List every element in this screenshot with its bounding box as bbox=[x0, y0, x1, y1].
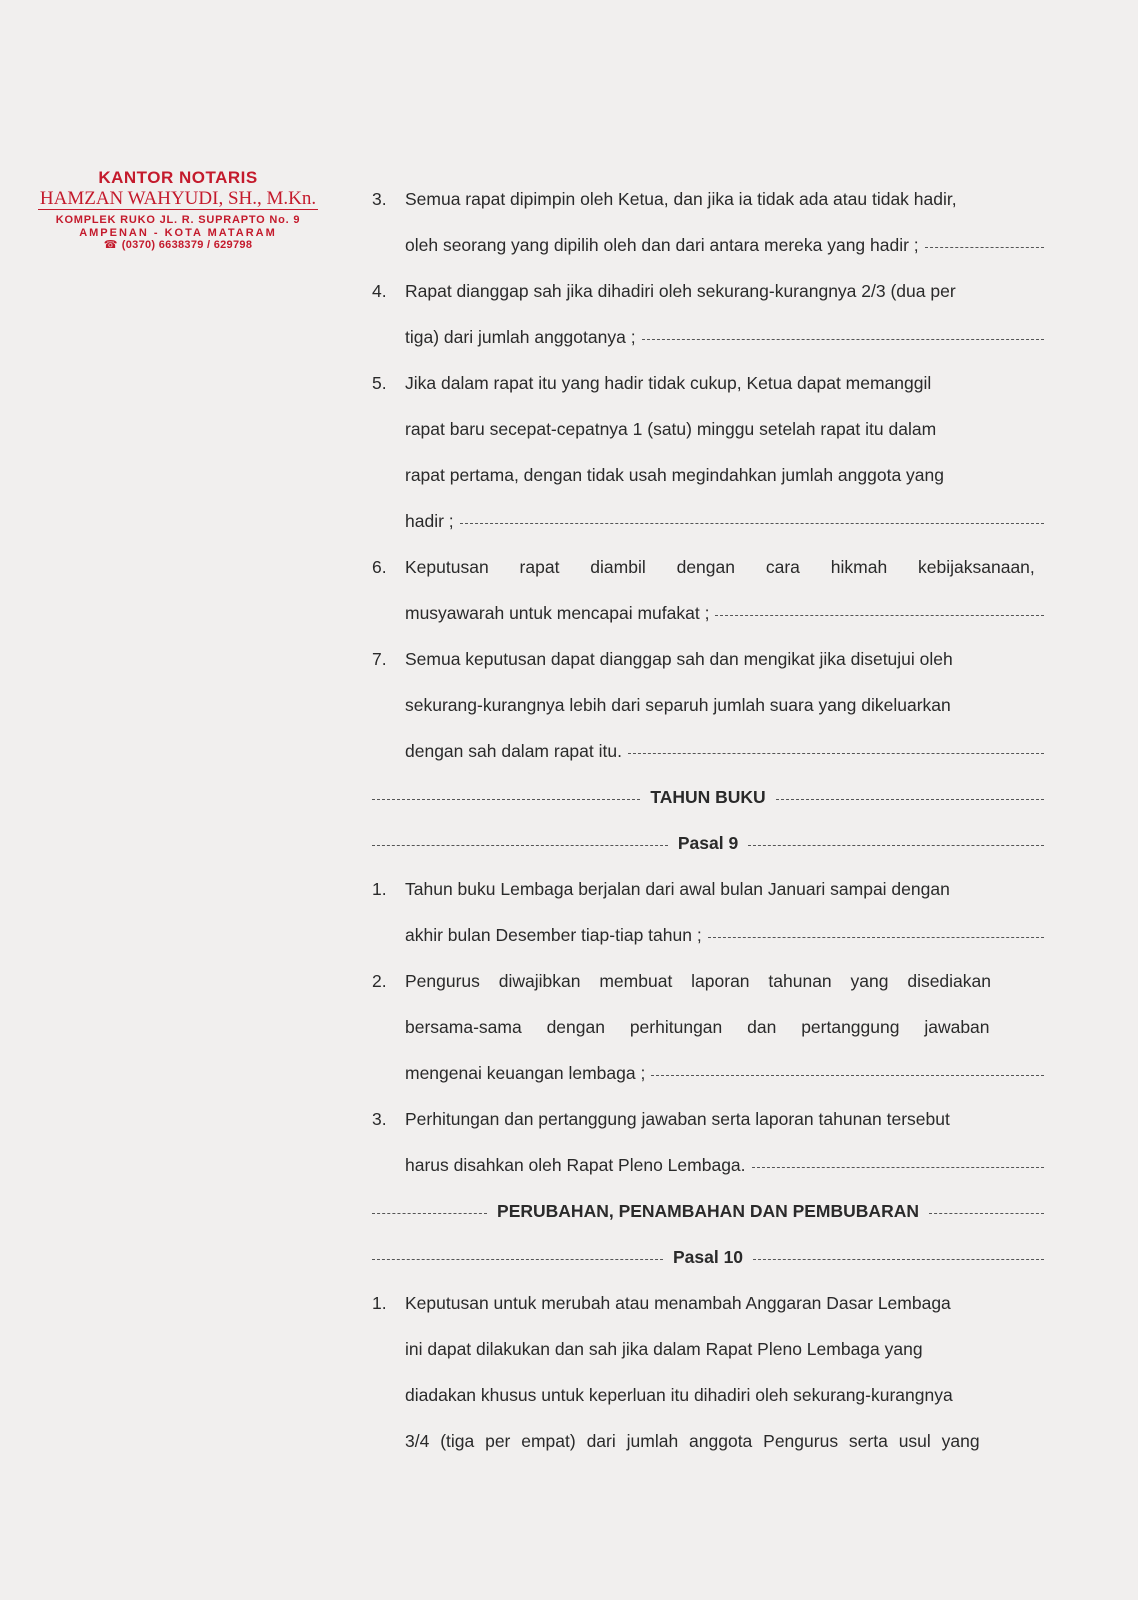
list-item bbox=[372, 1096, 1044, 1188]
article-heading-pasal-9 bbox=[372, 820, 1044, 866]
list-item bbox=[372, 636, 1044, 774]
dash-leader bbox=[715, 615, 1044, 616]
text-line: Tahun buku Lembaga berjalan dari awal bulan Januari sampai dengan bbox=[405, 879, 950, 899]
notary-stamp bbox=[30, 168, 326, 252]
stamp-city: AMPENAN - KOTA MATARAM bbox=[79, 227, 277, 239]
item-number: 1. bbox=[372, 879, 387, 899]
dash-leader bbox=[628, 753, 1044, 754]
list-item bbox=[372, 176, 1044, 268]
stamp-address: KOMPLEK RUKO JL. R. SUPRAPTO No. 9 bbox=[55, 214, 301, 226]
dash-leader bbox=[776, 799, 1044, 800]
dash-leader bbox=[642, 339, 1044, 340]
text-line: hadir ; bbox=[405, 511, 454, 531]
text-line: 3/4 (tiga per empat) dari jumlah anggota Pengurus serta usul yang bbox=[405, 1431, 980, 1451]
item-number: 7. bbox=[372, 649, 387, 669]
dash-leader bbox=[372, 1213, 487, 1214]
text-line: Pengurus diwajibkan membuat laporan tahunan yang disediakan bbox=[405, 971, 992, 991]
dash-leader bbox=[925, 247, 1044, 248]
stamp-phone: (0370) 6638379 / 629798 bbox=[121, 239, 253, 251]
text-line: musyawarah untuk mencapai mufakat ; bbox=[405, 603, 710, 623]
text-line: sekurang-kurangnya lebih dari separuh jumlah suara yang dikeluarkan bbox=[405, 695, 951, 715]
text-line: dengan sah dalam rapat itu. bbox=[405, 741, 622, 761]
text-line: akhir bulan Desember tiap-tiap tahun ; bbox=[405, 925, 702, 945]
list-item bbox=[372, 866, 1044, 958]
dash-leader bbox=[460, 523, 1044, 524]
item-number: 5. bbox=[372, 373, 387, 393]
list-item bbox=[372, 1280, 1044, 1464]
text-line: ini dapat dilakukan dan sah jika dalam Rapat Pleno Lembaga yang bbox=[405, 1339, 923, 1359]
text-line: tiga) dari jumlah anggotanya ; bbox=[405, 327, 636, 347]
dash-leader bbox=[372, 845, 668, 846]
text-line: Semua keputusan dapat dianggap sah dan mengikat jika disetujui oleh bbox=[405, 649, 953, 669]
text-line: Jika dalam rapat itu yang hadir tidak cukup, Ketua dapat memanggil bbox=[405, 373, 932, 393]
article-heading-pasal-10 bbox=[372, 1234, 1044, 1280]
list-item bbox=[372, 544, 1044, 636]
heading-text: Pasal 9 bbox=[677, 832, 739, 853]
heading-text: Pasal 10 bbox=[672, 1246, 744, 1267]
text-line: rapat baru secepat-cepatnya 1 (satu) minggu setelah rapat itu dalam bbox=[405, 419, 937, 439]
item-number: 2. bbox=[372, 971, 387, 991]
text-line: Keputusan rapat diambil dengan cara hikmah kebijaksanaan, bbox=[405, 557, 1035, 577]
item-number: 4. bbox=[372, 281, 387, 301]
heading-text: TAHUN BUKU bbox=[650, 786, 766, 807]
section-heading-tahun-buku bbox=[372, 774, 1044, 820]
text-line: Semua rapat dipimpin oleh Ketua, dan jika ia tidak ada atau tidak hadir, bbox=[405, 189, 957, 209]
document-body bbox=[372, 176, 1044, 1464]
section-heading-perubahan bbox=[372, 1188, 1044, 1234]
list-item bbox=[372, 268, 1044, 360]
item-number: 6. bbox=[372, 557, 387, 577]
list-item bbox=[372, 360, 1044, 544]
text-line: oleh seorang yang dipilih oleh dan dari antara mereka yang hadir ; bbox=[405, 235, 919, 255]
dash-leader bbox=[372, 1259, 663, 1260]
text-line: Rapat dianggap sah jika dihadiri oleh sekurang-kurangnya 2/3 (dua per bbox=[405, 281, 956, 301]
text-line: mengenai keuangan lembaga ; bbox=[405, 1063, 646, 1083]
item-number: 3. bbox=[372, 1109, 387, 1129]
stamp-notary-name: HAMZAN WAHYUDI, SH., M.Kn. bbox=[39, 188, 317, 209]
dash-leader bbox=[748, 845, 1044, 846]
list-item bbox=[372, 958, 1044, 1096]
text-line: rapat pertama, dengan tidak usah megindahkan jumlah anggota yang bbox=[405, 465, 944, 485]
text-line: diadakan khusus untuk keperluan itu dihadiri oleh sekurang-kurangnya bbox=[405, 1385, 953, 1405]
dash-leader bbox=[752, 1167, 1044, 1168]
stamp-office-title: KANTOR NOTARIS bbox=[98, 168, 258, 187]
dash-leader bbox=[708, 937, 1044, 938]
item-number: 1. bbox=[372, 1293, 387, 1313]
text-line: bersama-sama dengan perhitungan dan pertanggung jawaban bbox=[405, 1017, 990, 1037]
heading-text: PERUBAHAN, PENAMBAHAN DAN PEMBUBARAN bbox=[497, 1200, 919, 1221]
stamp-phone-row bbox=[30, 239, 326, 252]
dash-leader bbox=[753, 1259, 1044, 1260]
item-number: 3. bbox=[372, 189, 387, 209]
text-line: harus disahkan oleh Rapat Pleno Lembaga. bbox=[405, 1155, 746, 1175]
phone-icon: ☎ bbox=[103, 239, 118, 251]
text-line: Perhitungan dan pertanggung jawaban serta laporan tahunan tersebut bbox=[405, 1109, 950, 1129]
dash-leader bbox=[372, 799, 640, 800]
dash-leader bbox=[929, 1213, 1044, 1214]
dash-leader bbox=[651, 1075, 1044, 1076]
text-line: Keputusan untuk merubah atau menambah Anggaran Dasar Lembaga bbox=[405, 1293, 951, 1313]
